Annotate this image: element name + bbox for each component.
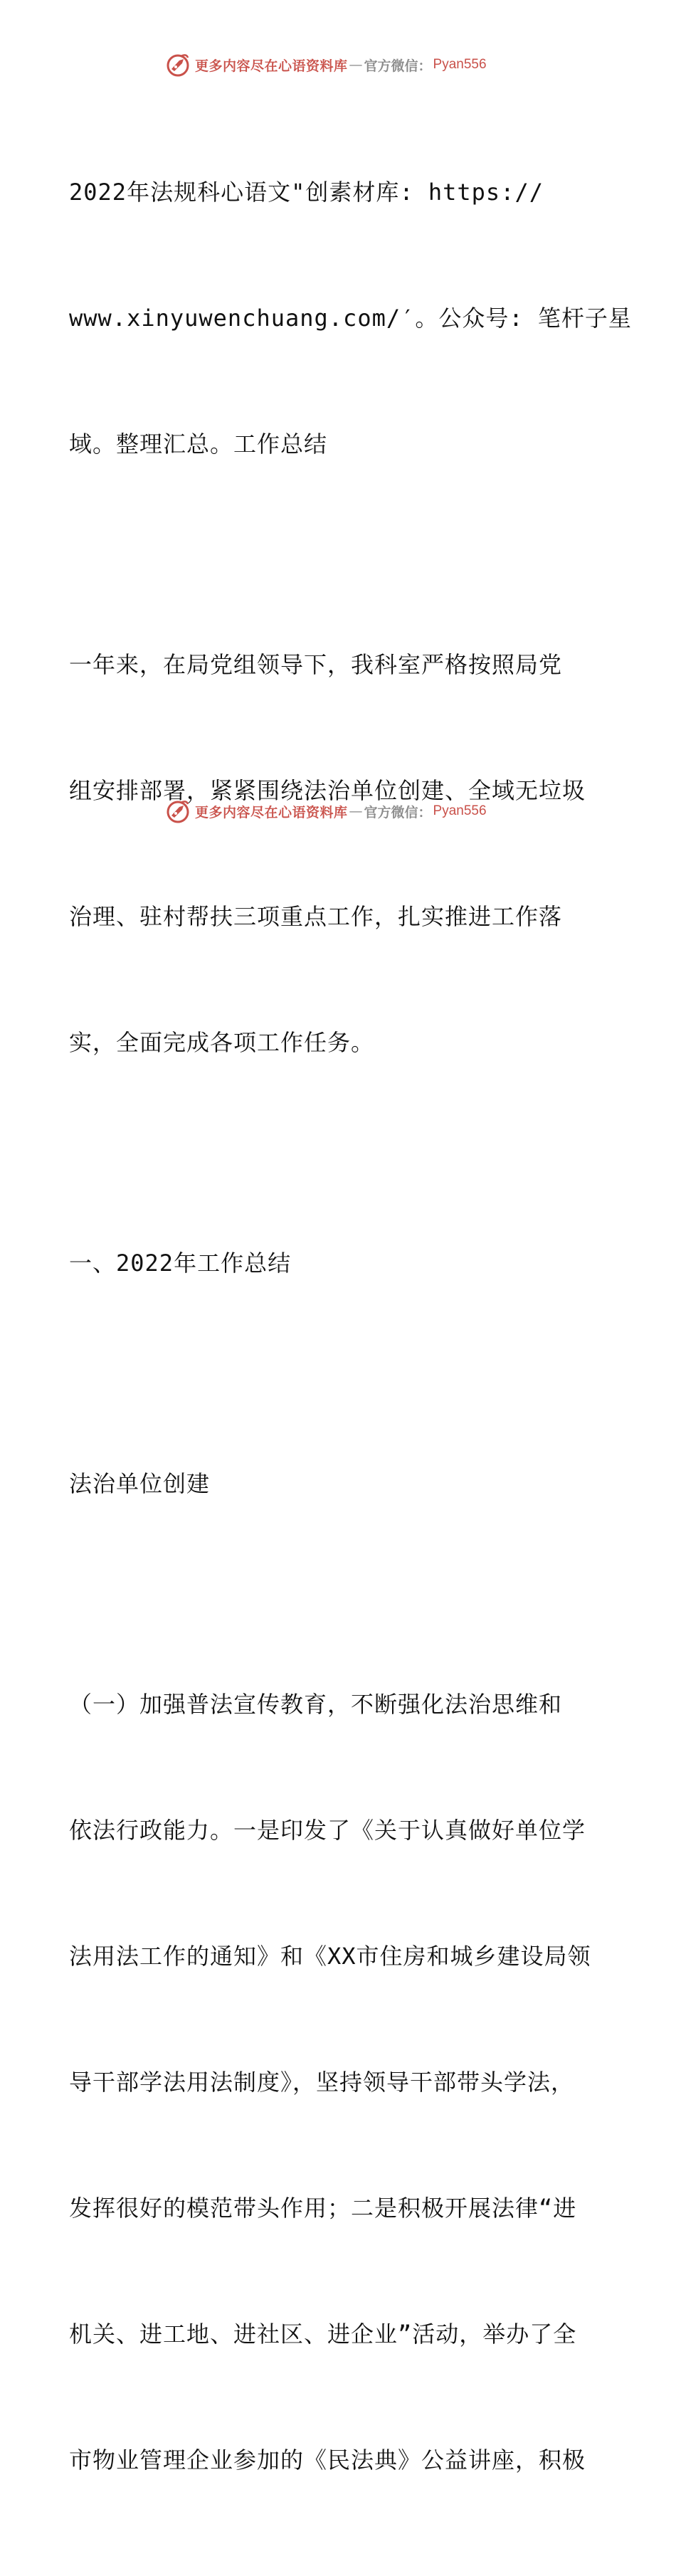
subsection-heading [69,1379,617,1589]
section-heading [69,1158,617,1368]
header-banner [165,51,487,79]
text-line: 导干部学法用法制度》，坚持领导干部带头学法， [69,2069,575,2096]
text-line: 治理、驻村帮扶三项重点工作，扎实推进工作落 [69,903,563,930]
banner-dash: — [349,803,363,819]
brand-logo-icon [165,798,191,824]
text-line: 发挥很好的模范带头作用；二是积极开展法律“进 [69,2195,577,2222]
text-line: 域。整理汇总。工作总结 [69,431,328,458]
banner-official-label: 官方微信： [364,58,432,74]
text-line: www.xinyuwenchuang.com/′。公众号: 笔杆子星 [69,305,632,332]
text-line: 一、2022年工作总结 [69,1250,292,1277]
banner-title: 更多内容尽在心语资料库 [195,58,348,74]
text-line: 法用法工作的通知》和《XX市住房和城乡建设局领 [69,1943,591,1970]
text-line: 依法行政能力。一是印发了《关于认真做好单位学 [69,1817,586,1844]
banner-dash: — [349,57,363,73]
text-line: 2022年法规科心语文"创素材库: https:// [69,179,544,206]
text-line: 一年来，在局党组领导下，我科室严格按照局党 [69,651,563,678]
paragraph-summary [69,560,617,1148]
banner-official-label: 官方微信： [364,804,432,820]
brand-logo-icon [165,52,191,78]
text-line: （一）加强普法宣传教育，不断强化法治思维和 [69,1691,563,1718]
text-line: 市物业管理企业参加的《民法典》公益讲座，积极 [69,2446,586,2474]
document-body [69,88,632,2576]
text-line: 实，全面完成各项工作任务。 [69,1029,375,1056]
text-line: 法治单位创建 [69,1470,211,1497]
banner-wechat-id: Pyan556 [433,57,487,72]
banner-wechat-id: Pyan556 [433,803,487,818]
text-line: 机关、进工地、进社区、进企业”活动，举办了全 [69,2321,577,2348]
paragraph-body [69,1600,617,2565]
banner-title: 更多内容尽在心语资料库 [195,804,348,820]
paragraph-intro [69,88,632,549]
text-line: 组安排部署，紧紧围绕法治单位创建、全域无垃圾 [69,777,586,804]
footer-banner [165,797,487,825]
